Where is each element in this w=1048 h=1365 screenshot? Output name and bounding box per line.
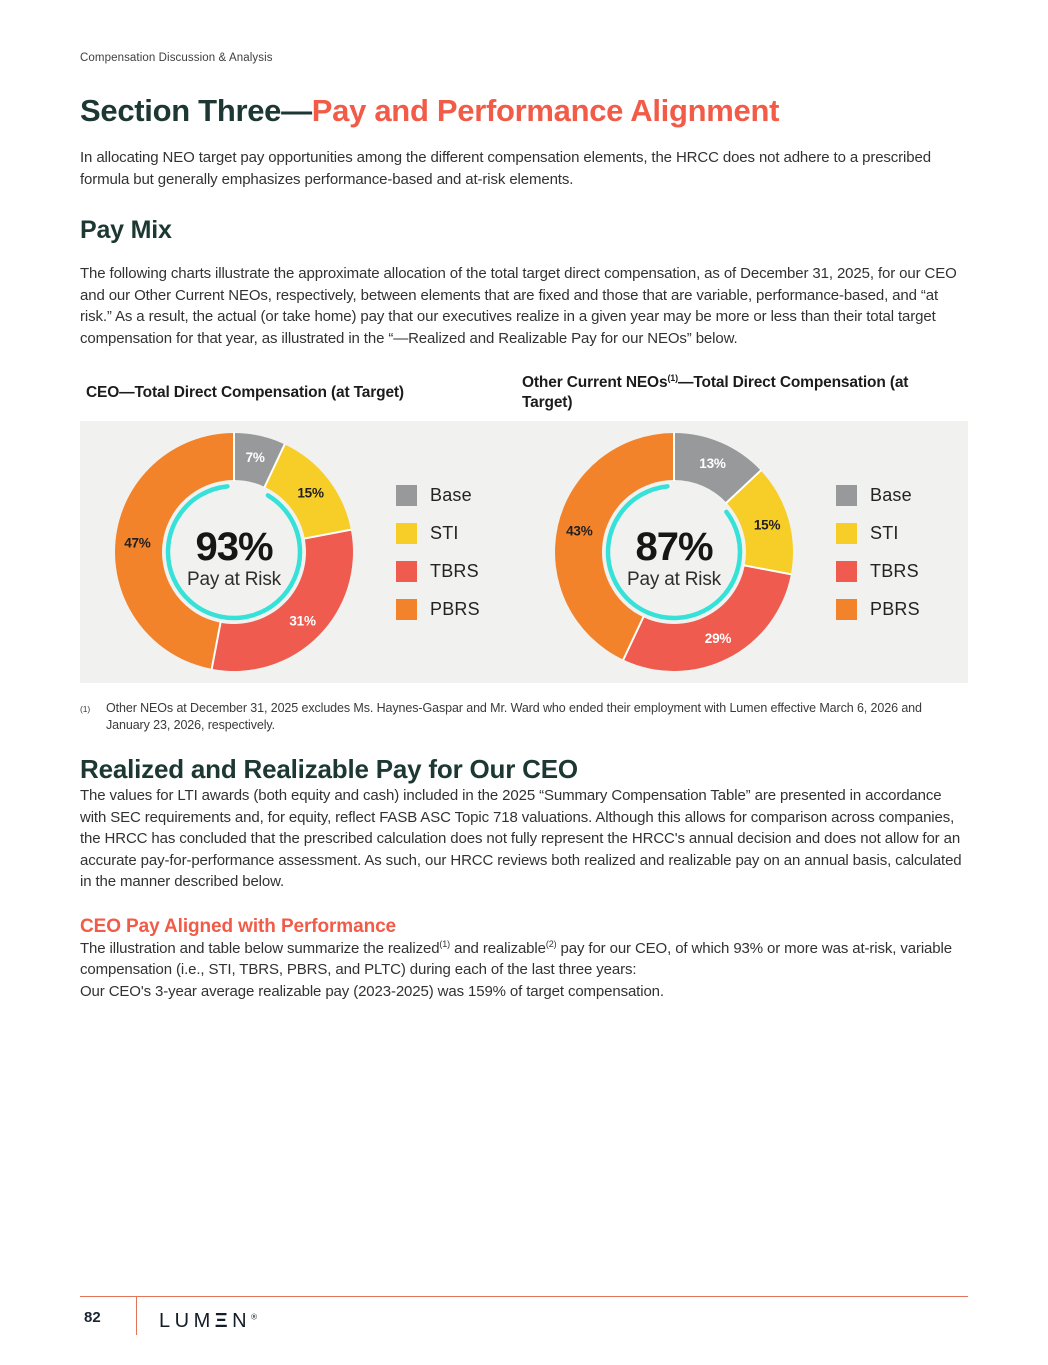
realized-paragraph: The values for LTI awards (both equity and cash) included in the 2025 “Summary Compensation Table” are presented in accordance with SEC requirements and, for equity, reflect FASB ASC Topic 718 valuations. Although this allows for comparison across companies, the HRCC has concluded that the prescribed calculation does not fully represent the HRCC's annual decision and does not allow for an accurate pay-for-performance assessment. As such, our HRCC reviews both realized and realizable pay on an annual basis, calculated in the manner described below.: [80, 787, 962, 891]
legend-label-base: Base: [430, 484, 472, 505]
footnote-ref-realizable: (2): [545, 938, 557, 949]
ceo-pay-text3: pay for our CEO, of which 93% or more was at-risk, variable compensation (i.e., STI, TBRS, PBRS, and PLTC) during each of the last three years:: [80, 939, 952, 979]
footnote: [80, 700, 968, 733]
neo-donut-chart: [552, 430, 796, 674]
realized-heading: Realized and Realizable Pay for Our CEO: [80, 754, 578, 785]
page-title-dark: Section Three—: [80, 93, 312, 128]
ceo-chart-legend: [396, 485, 496, 620]
ceo-pay-text: The illustration and table below summarize the realized: [80, 939, 440, 957]
footnote-ref-1: (1): [667, 373, 678, 384]
ceo-pay-highlight: Our CEO's 3-year average realizable pay (2023-2025) was 159% of target compensation.: [80, 982, 664, 1000]
lumen-logo: [137, 1297, 257, 1335]
legend-item-tbrs: [396, 561, 496, 582]
slice-value-label: 13%: [699, 456, 726, 472]
page-title-accent: Pay and Performance Alignment: [311, 93, 780, 128]
legend-swatch-tbrs: [396, 561, 417, 582]
legend-label-sti: STI: [430, 522, 459, 543]
legend-item-pbrs: [836, 599, 936, 620]
slice-value-label: 47%: [124, 536, 151, 552]
legend-item-tbrs: [836, 561, 936, 582]
breadcrumb: Compensation Discussion & Analysis: [80, 52, 273, 64]
legend-item-pbrs: [396, 599, 496, 620]
page-title: [80, 94, 968, 127]
legend-swatch-base: [396, 485, 417, 506]
legend-item-sti: [396, 523, 496, 544]
chart-title-ceo: CEO—Total Direct Compensation (at Target): [86, 384, 404, 402]
chart-title-neo: [522, 373, 952, 413]
page-number: 82: [84, 1309, 101, 1326]
slice-value-label: 31%: [289, 613, 316, 629]
footnote-marker: (1): [80, 704, 91, 715]
ceo-pay-paragraph: [80, 938, 968, 981]
center-caption: Pay at Risk: [187, 569, 281, 591]
ceo-donut-card: [112, 430, 496, 674]
ceo-donut-chart: [112, 430, 356, 674]
neo-chart-legend: [836, 485, 936, 620]
pay-mix-chart-panel: [80, 421, 968, 683]
center-percentage: 87%: [635, 525, 713, 570]
legend-label-pbrs: PBRS: [870, 598, 920, 619]
legend-swatch-pbrs: [396, 599, 417, 620]
ceo-pay-text2: and realizable: [450, 939, 546, 957]
chart-title-neo-text: Other Current NEOs: [522, 374, 668, 392]
chart-titles-row: [80, 373, 968, 413]
slice-value-label: 15%: [753, 518, 781, 534]
slice-value-label: 29%: [704, 631, 732, 647]
legend-label-sti: STI: [870, 522, 899, 543]
legend-label-pbrs: PBRS: [430, 598, 480, 619]
legend-swatch-sti: [396, 523, 417, 544]
lumen-logo-e: Ξ: [214, 1310, 233, 1332]
chart-title-neo-text2: —Total Direct Compensation (at Target): [522, 374, 909, 412]
legend-swatch-pbrs: [836, 599, 857, 620]
ceo-pay-heading: CEO Pay Aligned with Performance: [80, 915, 397, 937]
legend-item-base: [836, 485, 936, 506]
lumen-logo-n: N: [232, 1310, 252, 1332]
intro-paragraph: In allocating NEO target pay opportunities among the different compensation elements, the HRCC does not adhere to a prescribed formula but generally emphasizes performance-based and at-risk elements.: [80, 149, 931, 188]
page-footer: [80, 1296, 968, 1335]
registered-mark: ®: [251, 1312, 257, 1322]
legend-swatch-base: [836, 485, 857, 506]
slice-value-label: 7%: [245, 450, 265, 466]
legend-label-base: Base: [870, 484, 912, 505]
footnote-text: Other NEOs at December 31, 2025 excludes Ms. Haynes-Gaspar and Mr. Ward who ended their employment with Lumen effective March 6, 2026 and January 23, 2026, respectively.: [106, 701, 922, 732]
slice-value-label: 15%: [297, 485, 324, 501]
slice-value-label: 43%: [566, 524, 593, 540]
legend-item-sti: [836, 523, 936, 544]
legend-item-base: [396, 485, 496, 506]
neo-donut-card: [552, 430, 936, 674]
legend-swatch-tbrs: [836, 561, 857, 582]
center-caption: Pay at Risk: [627, 569, 721, 591]
pay-mix-heading: Pay Mix: [80, 216, 172, 245]
legend-label-tbrs: TBRS: [870, 560, 919, 581]
legend-label-tbrs: TBRS: [430, 560, 479, 581]
center-percentage: 93%: [195, 525, 273, 570]
lumen-logo-lum: LUM: [159, 1310, 215, 1332]
pay-mix-paragraph: The following charts illustrate the approximate allocation of the total target direct compensation, as of December 31, 2025, for our CEO and our Other Current NEOs, respectively, between elements that are fixed and those that are variable, performance-based, and “at risk.” As a result, the actual (or take home) pay that our executives realize in a given year may be more or less than their total target compensation for that year, as illustrated in the “—Realized and Realizable Pay for our NEOs” below.: [80, 265, 957, 347]
footnote-ref-realized: (1): [439, 938, 451, 949]
legend-swatch-sti: [836, 523, 857, 544]
